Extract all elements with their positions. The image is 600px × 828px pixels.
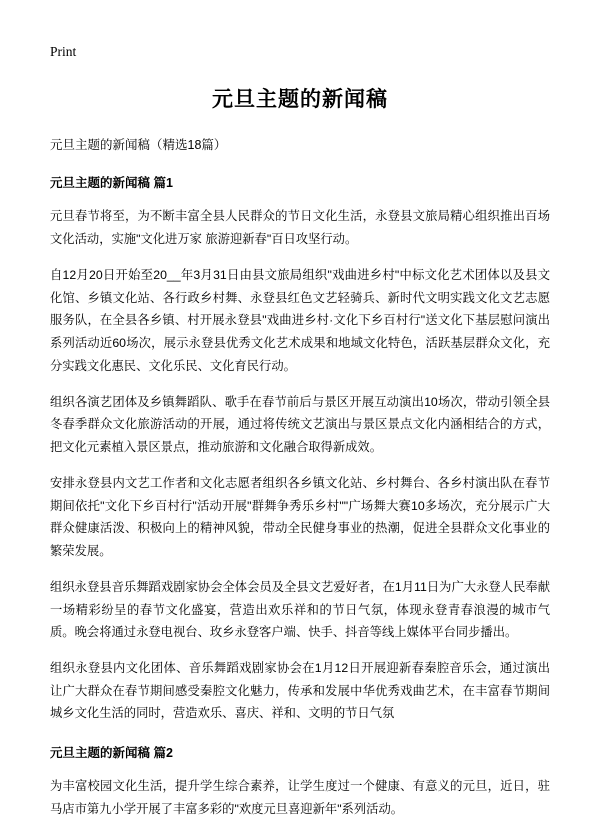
document-subtitle: 元旦主题的新闻稿（精选18篇） xyxy=(50,138,227,153)
paragraph: 安排永登县内文艺工作者和文化志愿者组织各乡镇文化站、乡村舞台、各乡村演出队在春节期间依托"文化下乡百村行"活动开展"群舞争秀乐乡村""广场舞大赛10多场次，充分展示广大群众健康活泼、积极向上的精神风貌，带动全民健身事业的热潮，促进全县群众文化事业的繁荣发展。 xyxy=(50,475,550,559)
paragraph: 为丰富校园文化生活，提升学生综合素养，让学生度过一个健康、有意义的元旦，近日，驻马店市第九小学开展了丰富多彩的"欢度元旦喜迎新年"系列活动。 xyxy=(50,779,550,816)
page-title: 元旦主题的新闻稿 xyxy=(212,88,388,112)
paragraph: 自12月20日开始至20__年3月31日由县文旅局组织"戏曲进乡村"中标文化艺术团体以及县文化馆、乡镇文化站、各行政乡村舞、永登县红色文艺轻骑兵、新时代文明实践文化文艺志愿服务队，在全县各乡镇、村开展永登县"戏曲进乡村·文化下乡百村行"送文化下基层慰问演出系列活动近60场次，展示永登县优秀文化艺术成果和地域文化特色，活跃基层群众文化，充分实践文化惠民、文化乐民、文化育民行动。 xyxy=(50,267,550,373)
section-heading-1: 元旦主题的新闻稿 篇1 xyxy=(50,176,173,191)
paragraph: 组织永登县内文化团体、音乐舞蹈戏剧家协会在1月12日开展迎新春秦腔音乐会，通过演出让广大群众在春节期间感受秦腔文化魅力，传承和发展中华优秀戏曲艺术，在丰富春节期间城乡文化生活的同时，营造欢乐、喜庆、祥和、文明的节日气氛 xyxy=(50,660,550,721)
paragraph: 元旦春节将至，为不断丰富全县人民群众的节日文化生活，永登县文旅局精心组织推出百场文化活动，实施"文化进万家 旅游迎新春"百日攻坚行动。 xyxy=(50,209,550,247)
print-button[interactable]: Print xyxy=(50,44,77,59)
paragraph: 组织各演艺团体及乡镇舞蹈队、歌手在春节前后与景区开展互动演出10场次，带动引领全县冬春季群众文化旅游活动的开展，通过将传统文艺演出与景区景点文化内涵相结合的方式，把文化元素植入景区景点，推动旅游和文化融合取得新成效。 xyxy=(50,394,550,455)
section-heading-2: 元旦主题的新闻稿 篇2 xyxy=(50,746,173,761)
paragraph: 组织永登县音乐舞蹈戏剧家协会全体会员及全县文艺爱好者，在1月11日为广大永登人民奉献一场精彩纷呈的春节文化盛宴，营造出欢乐祥和的节日气氛，体现永登青春浪漫的城市气质。晚会将通过永登电视台、玫乡永登客户端、快手、抖音等线上媒体平台同步播出。 xyxy=(50,579,550,640)
